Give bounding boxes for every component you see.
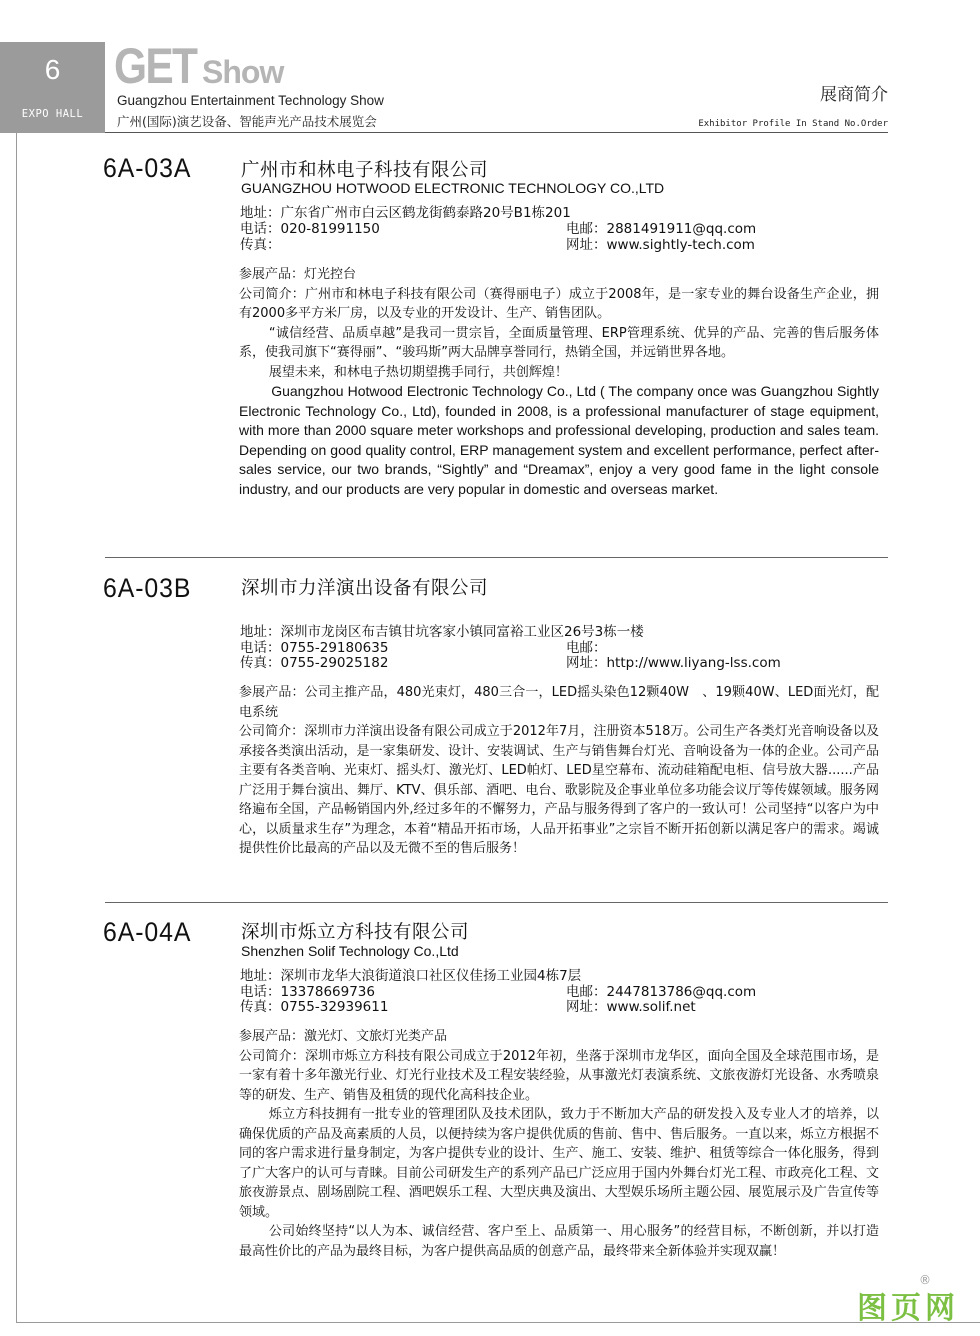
company-description <box>239 683 879 859</box>
company-address: 地址：广东省广州市白云区鹤龙街鹤泰路20号B1栋201 <box>240 205 571 221</box>
logo-show-text: Show <box>202 54 284 90</box>
frame-left-line <box>16 133 17 1323</box>
company-fax: 传真： <box>240 237 281 253</box>
section-title: 展商简介 <box>820 85 888 105</box>
description-paragraph-en: Guangzhou Hotwood Electronic Technology Co., Ltd ( The company once was Guangzhou Sightly Electronic Technology Co., Ltd), founded in 2008, is a professional manufacturer of stage equipment, with more than 2000 square meter workshops and professional developing, production and sales team. Depending on good quality control, ERP management system and excellent performance, perfect after-sales service, our two brands, “Sightly” and “Dreamax”, enjoy a very good fame in the light console industry, and our products are very popular in domestic and overseas market. <box>239 383 879 497</box>
company-description <box>239 265 879 499</box>
company-website: 网址：www.solif.net <box>566 999 696 1015</box>
company-website: 网址：www.sightly-tech.com <box>566 237 755 253</box>
description-paragraph: 公司始终坚持“以人为本、诚信经营、客户至上、品质第一、用心服务”的经营目标，不断创新，并以打造最高性价比的产品为最终目标，为客户提供高品质的创意产品，最终带来全新体验并实现双赢！ <box>239 1224 879 1259</box>
hall-label: EXPO HALL <box>21 108 84 120</box>
company-phone: 电话：020-81991150 <box>240 221 380 237</box>
hall-number: 6 <box>44 54 61 85</box>
section-subtitle: Exhibitor Profile In Stand No.Order <box>698 119 888 129</box>
description-paragraph: 公司简介：深圳市力洋演出设备有限公司成立于2012年7月，注册资本518万。公司生产各类灯光音响设备以及承接各类演出活动，是一家集研发、设计、安装调试、生产与销售舞台灯光、音响设备为一体的企业。公司产品主要有各类音响、光束灯、摇头灯、激光灯、LED帕灯、LED星空幕布、流动硅箱配电柜、信号放大器......产品广泛用于舞台演出、舞厅、KTV、俱乐部、酒吧、电台、歌影院及企事业单位多功能会议厅等传媒领域。服务网络遍布全国，产品畅销国内外,经过多年的不懈努力，产品与服务得到了客户的一致认可！公司坚持“以客户为中心，以质量求生存”为理念，本着“精品开拓市场，人品开拓事业”之宗旨不断开拓创新以满足客户的需求。竭诚提供性价比最高的产品以及无微不至的售后服务！ <box>239 724 879 856</box>
stand-number: 6A-03B <box>103 573 192 603</box>
company-website: 网址：http://www.liyang-lss.com <box>566 655 781 671</box>
company-description <box>239 1027 879 1261</box>
hall-badge <box>0 42 105 133</box>
description-paragraph: 烁立方科技拥有一批专业的管理团队及技术团队，致力于不断加大产品的研发投入及专业人才的培养，以确保优质的产品及高素质的人员，以便持续为客户提供优质的售前、售中、售后服务。一直以来，烁立方根据不同的客户需求进行量身制定，为客户提供专业的设计、生产、施工、安装、维护、租赁等综合一体化服务，得到了广大客户的认可与青睐。目前公司研发生产的系列产品已广泛应用于国内外舞台灯光工程、市政亮化工程、文旅夜游景点、剧场剧院工程、酒吧娱乐工程、大型庆典及演出、大型娱乐场所主题公园、展览展示及广告宣传等领域。 <box>239 1107 879 1220</box>
company-phone: 电话：13378669736 <box>240 984 375 1000</box>
description-paragraph: 公司简介：广州市和林电子科技有限公司（赛得丽电子）成立于2008年，是一家专业的舞台设备生产企业，拥有2000多平方米厂房，以及专业的开发设计、生产、销售团队。 <box>239 286 879 321</box>
entry-divider <box>105 557 888 558</box>
frame-bottom-line <box>16 1322 980 1323</box>
registered-mark: ® <box>919 1273 931 1287</box>
company-address: 地址：深圳市龙华大浪街道浪口社区仪佳扬工业园4栋7层 <box>240 968 582 984</box>
exhibited-products: 参展产品：灯光控台 <box>239 267 357 282</box>
company-phone: 电话：0755-29180635 <box>240 640 389 656</box>
stand-number: 6A-03A <box>103 153 192 183</box>
stand-number: 6A-04A <box>103 917 192 947</box>
header-rule <box>105 132 888 133</box>
company-name-cn: 深圳市烁立方科技有限公司 <box>241 922 470 943</box>
show-subtitle-en: Guangzhou Entertainment Technology Show <box>117 93 384 108</box>
company-fax: 传真：0755-29025182 <box>240 655 389 671</box>
company-name-en: Shenzhen Solif Technology Co.,Ltd <box>241 943 459 959</box>
company-fax: 传真：0755-32939611 <box>240 999 389 1015</box>
company-name-cn: 深圳市力洋演出设备有限公司 <box>241 578 489 599</box>
company-name-en: GUANGZHOU HOTWOOD ELECTRONIC TECHNOLOGY CO.,LTD <box>241 180 665 196</box>
description-paragraph: 公司简介：深圳市烁立方科技有限公司成立于2012年初，坐落于深圳市龙华区，面向全国及全球范围市场，是一家有着十多年激光行业、灯光行业技术及工程安装经验，从事激光灯表演系统、文旅夜游灯光设备、水秀喷泉等的研发、生产、销售及租赁的现代化高科技企业。 <box>239 1048 879 1103</box>
exhibited-products: 参展产品：公司主推产品，480光束灯，480三合一，LED摇头染色12颗40W 、19颗40W、LED面光灯，配电系统 <box>239 685 879 720</box>
company-email: 电邮：2447813786@qq.com <box>566 984 757 1000</box>
company-address: 地址：深圳市龙岗区布吉镇甘坑客家小镇同富裕工业区26号3栋一楼 <box>240 624 644 640</box>
description-paragraph: “诚信经营、品质卓越”是我司一贯宗旨，全面质量管理、ERP管理系统、优异的产品、完善的售后服务体系，使我司旗下“赛得丽”、“骏玛斯”两大品牌享誉同行，热销全国，并远销世界各地。 <box>239 325 879 360</box>
company-email: 电邮：2881491911@qq.com <box>566 221 757 237</box>
exhibited-products: 参展产品：激光灯、文旅灯光类产品 <box>239 1029 448 1044</box>
entry-divider <box>105 902 888 903</box>
show-subtitle-cn: 广州(国际)演艺设备、智能声光产品技术展览会 <box>117 114 377 129</box>
company-email: 电邮： <box>566 640 607 656</box>
logo-get-text: GET <box>114 38 197 94</box>
get-show-logo <box>114 38 284 94</box>
company-name-cn: 广州市和林电子科技有限公司 <box>241 160 489 181</box>
watermark-text: 图页网 <box>857 1291 959 1326</box>
site-watermark <box>857 1273 959 1327</box>
description-paragraph: 展望未来，和林电子热切期望携手同行，共创辉煌！ <box>268 364 568 380</box>
